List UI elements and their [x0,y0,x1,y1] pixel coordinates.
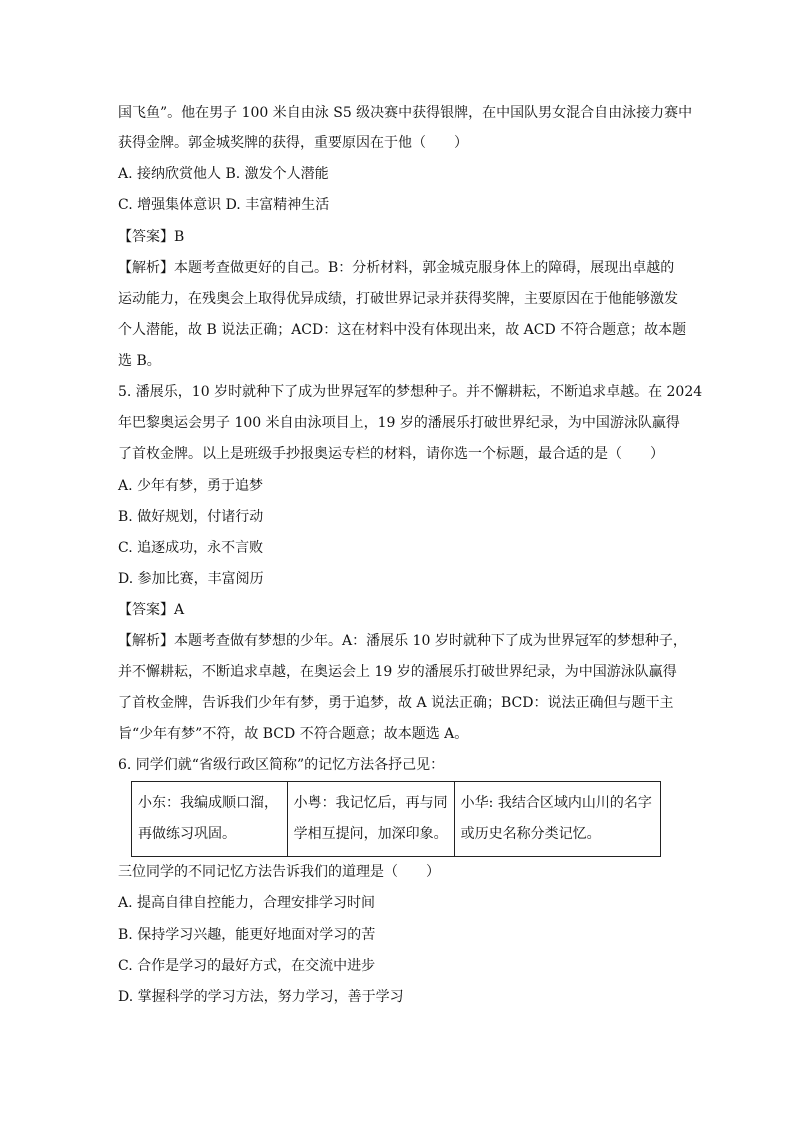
q5-stem-line-1: 5. 潘展乐，10 岁时就种下了成为世界冠军的梦想种子。并不懈耕耘，不断追求卓越。在 2024 [118,384,703,400]
q5-option-d: D. 参加比赛，丰富阅历 [118,571,264,587]
q5-stem-line-2: 年巴黎奥运会男子 100 米自由泳项目上，19 岁的潘展乐打破世界纪录，为中国游泳队赢得 [118,415,680,431]
cell-text: 或历史名称分类记忆。 [460,826,601,842]
table-cell-xiaoyue [287,782,454,857]
q6-option-b: B. 保持学习兴趣，能更好地面对学习的苦 [118,927,376,943]
table-cell-xiaodong [132,782,288,857]
cell-text: 小东：我编成顺口溜， [138,795,278,811]
q5-analysis-line-2: 并不懈耕耘，不断追求卓越，在奥运会上 19 岁的潘展乐打破世界纪录，为中国游泳队赢得 [118,664,677,680]
cell-text: 学相互提问，加深印象。 [293,826,448,842]
q4-analysis-line-4: 选 B。 [118,353,161,369]
q4-analysis-line-1: 【解析】本题考查做更好的自己。B：分析材料，郭金城克服身体上的障碍，展现出卓越的 [118,260,675,276]
cell-text: 小粤：我记忆后，再与同 [293,795,448,811]
q4-options-line-1: A. 接纳欣赏他人 B. 激发个人潜能 [118,166,329,182]
q5-answer: 【答案】A [118,602,185,618]
cell-text: 再做练习巩固。 [138,826,236,842]
q4-analysis-line-2: 运动能力，在残奥会上取得优异成绩，打破世界记录并获得奖牌，主要原因在于他能够激发 [118,291,678,307]
q5-option-a: A. 少年有梦，勇于追梦 [118,478,264,494]
table-cell-xiaohua [454,782,660,857]
q4-analysis-line-3: 个人潜能，故 B 说法正确；ACD：这在材料中没有体现出来，故 ACD 不符合题意；故本题 [118,322,687,338]
q6-option-d: D. 掌握科学的学习方法，努力学习，善于学习 [118,989,404,1005]
q5-analysis-line-1: 【解析】本题考查做有梦想的少年。A：潘展乐 10 岁时就种下了成为世界冠军的梦想种子， [118,633,687,649]
q4-stem-line-2: 获得金牌。郭金城奖牌的获得，重要原因在于他（ ） [118,135,468,151]
q5-stem-line-3: 了首枚金牌。以上是班级手抄报奥运专栏的材料，请你选一个标题，最合适的是（ ） [118,446,664,462]
q4-answer: 【答案】B [118,229,185,245]
q5-analysis-line-3: 了首枚金牌，告诉我们少年有梦，勇于追梦，故 A 说法正确；BCD：说法正确但与题干主 [118,695,674,711]
cell-text: 小华: 我结合区域内山川的名字 [460,795,652,811]
table-row [132,782,661,857]
q5-option-b: B. 做好规划，付诸行动 [118,509,264,525]
q5-analysis-line-4: 旨“少年有梦”不符，故 BCD 不符合题意；故本题选 A。 [118,726,469,742]
memory-methods-table [131,781,661,857]
q6-option-a: A. 提高自律自控能力，合理安排学习时间 [118,895,376,911]
q4-options-line-2: C. 增强集体意识 D. 丰富精神生活 [118,197,330,213]
q6-question: 三位同学的不同记忆方法告诉我们的道理是（ ） [118,864,440,880]
q4-stem-line-1: 国飞鱼”。他在男子 100 米自由泳 S5 级决赛中获得银牌，在中国队男女混合自由泳接力赛中 [118,105,693,121]
q5-option-c: C. 追逐成功，永不言败 [118,540,264,556]
q6-option-c: C. 合作是学习的最好方式，在交流中进步 [118,958,376,974]
q6-stem: 6. 同学们就“省级行政区简称”的记忆方法各抒己见： [118,757,445,773]
